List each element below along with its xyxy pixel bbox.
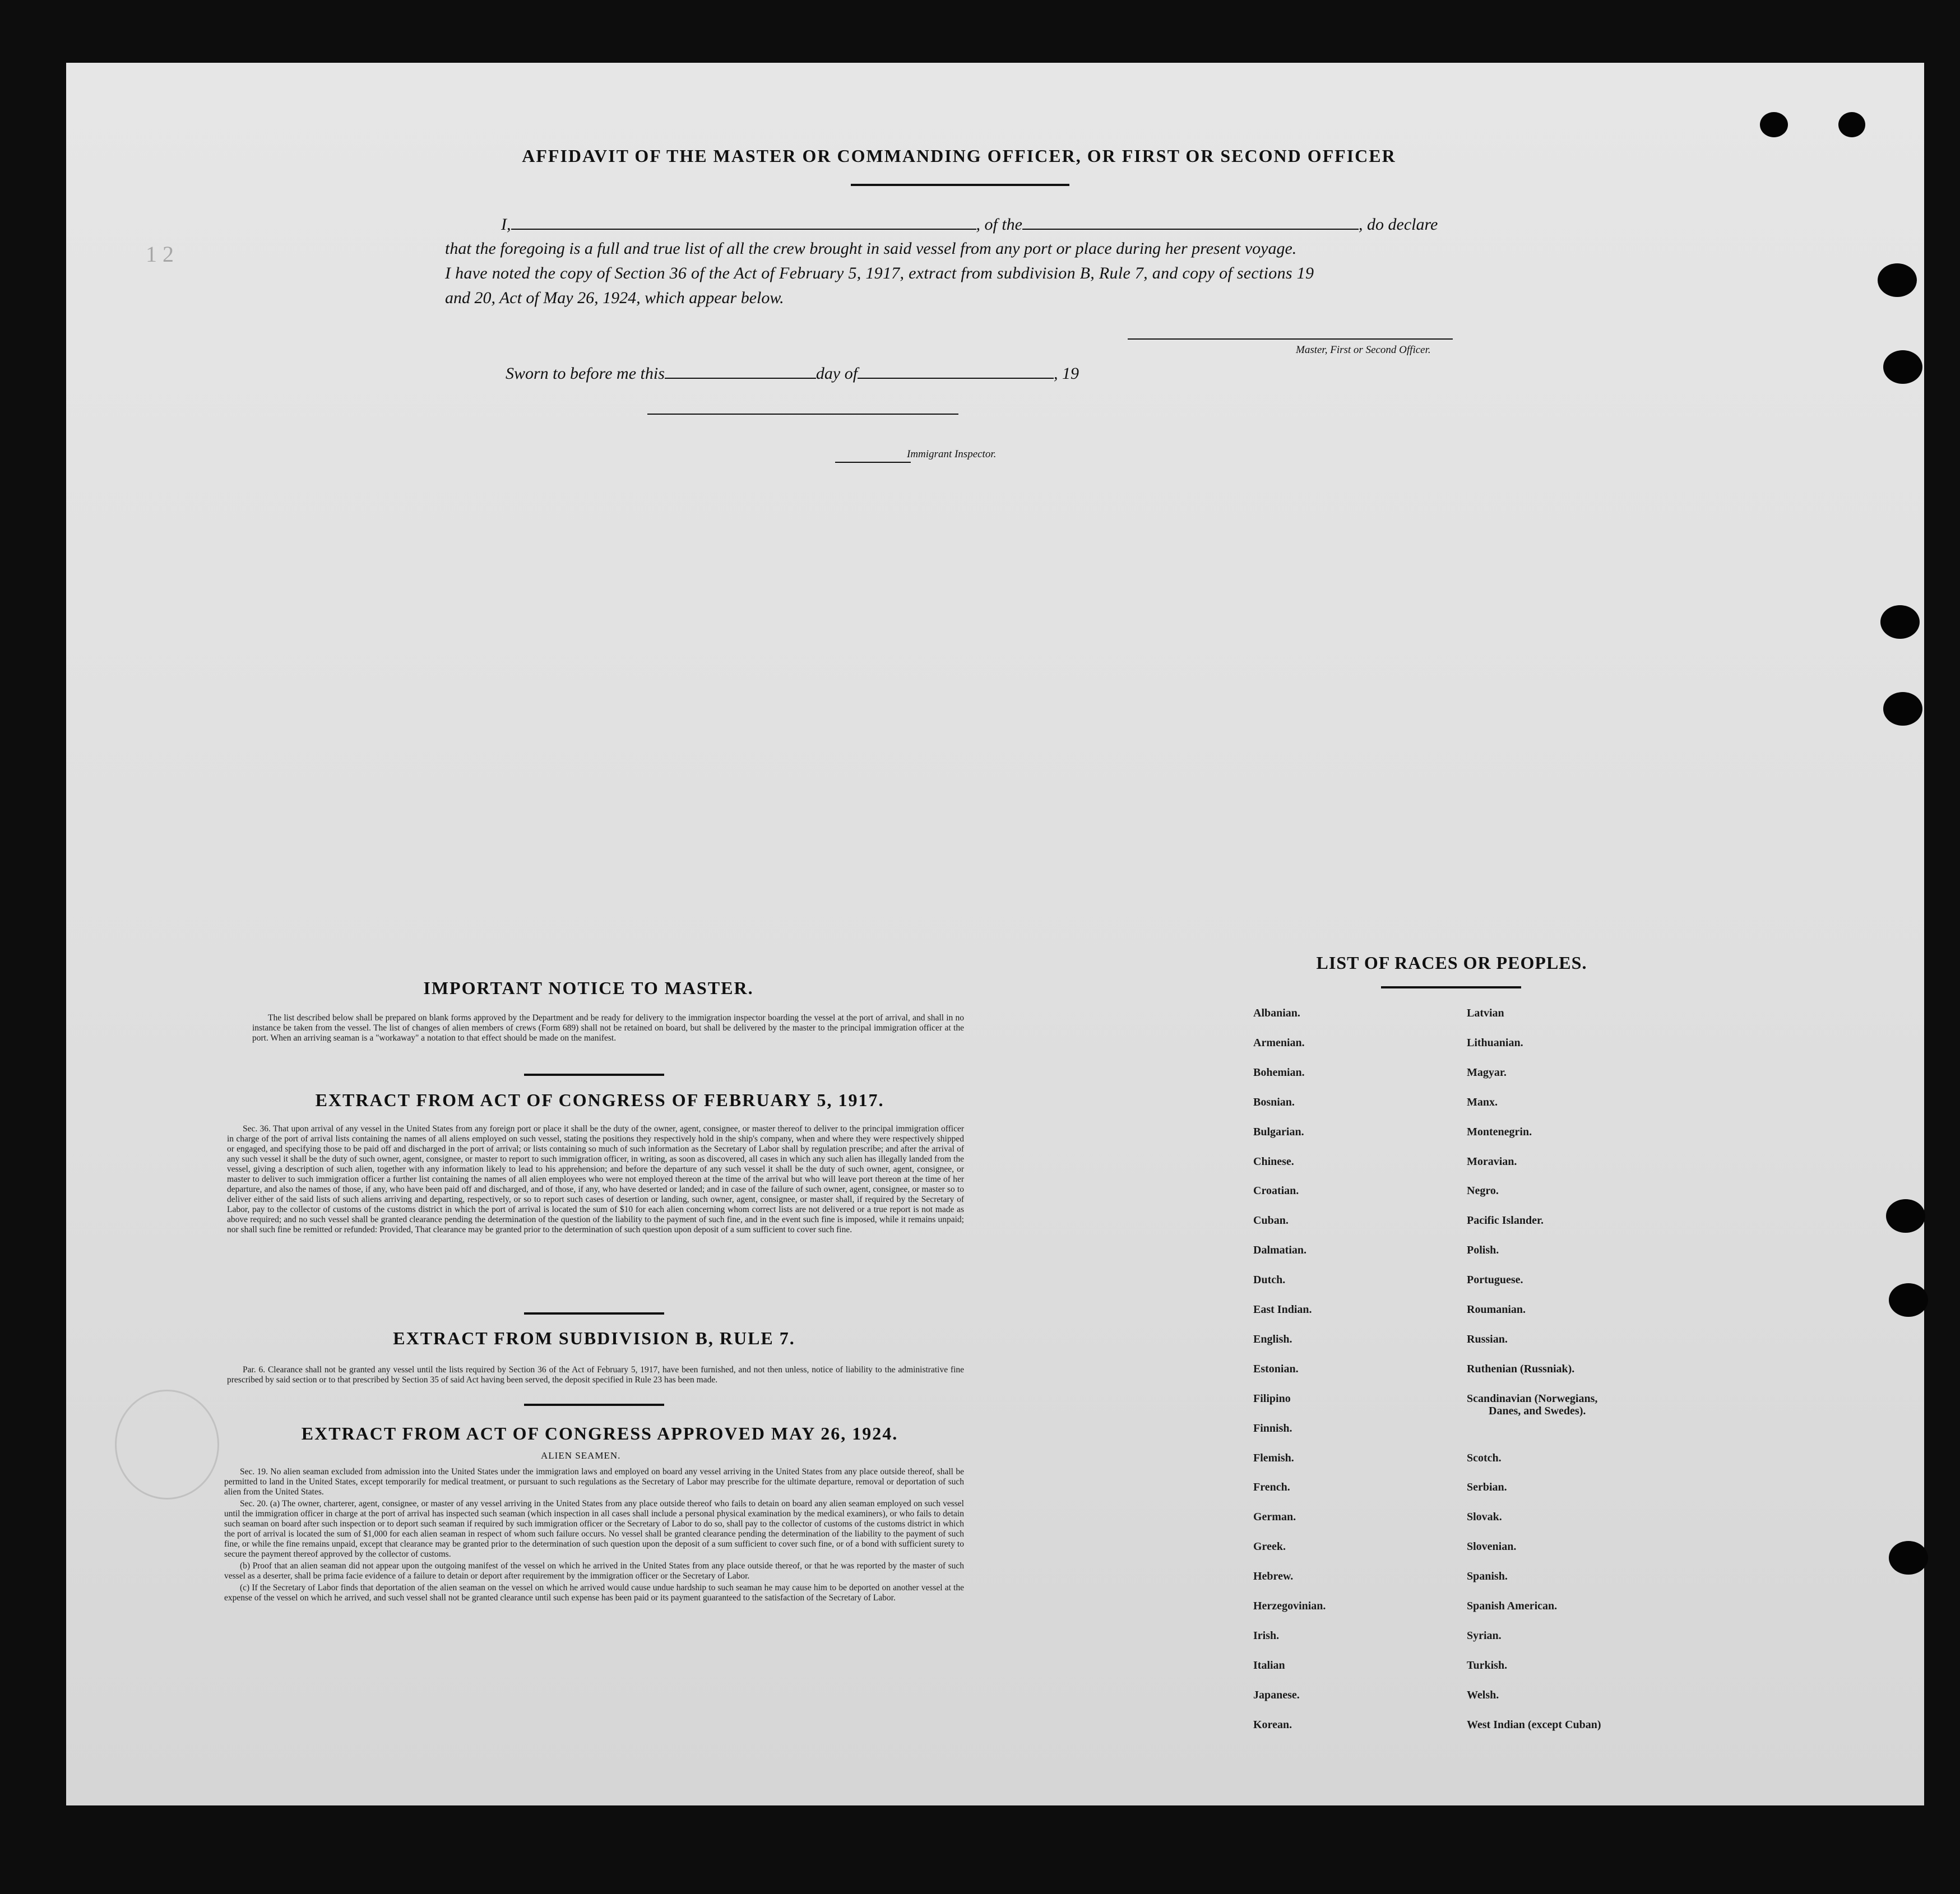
extract-1924-title: EXTRACT FROM ACT OF CONGRESS APPROVED MAY 26, 1924. — [301, 1423, 898, 1443]
divider — [851, 184, 1069, 186]
race-item: Estonian. — [1253, 1363, 1299, 1375]
binder-hole — [1883, 692, 1922, 726]
sec20c-paragraph: (c) If the Secretary of Labor finds that deportation of the alien seaman on the vessel on which he arrived would cause undue hardship to such seaman he may cause him to be deported on another vessel at the expense of the vessel on which he arrived, and such vessel shall not be granted clearance until such expense has been paid or its payment guaranteed to the satisfaction of the Secretary of Labor. — [224, 1583, 964, 1603]
race-item: Serbian. — [1467, 1481, 1507, 1493]
race-item: Flemish. — [1253, 1452, 1294, 1464]
race-item: Spanish. — [1467, 1570, 1508, 1582]
race-item: Syrian. — [1467, 1630, 1502, 1642]
sworn-prefix: Sworn to before me this — [506, 364, 665, 383]
race-item: Cuban. — [1253, 1214, 1289, 1227]
race-item: Lithuanian. — [1467, 1037, 1523, 1049]
binder-hole — [1838, 112, 1865, 137]
declaration-line-4: and 20, Act of May 26, 1924, which appear below. — [445, 289, 784, 307]
extract-1924-body — [224, 1467, 964, 1603]
race-item: Ruthenian (Russniak). — [1467, 1363, 1575, 1375]
race-item: Bohemian. — [1253, 1066, 1305, 1079]
sec20a-paragraph: Sec. 20. (a) The owner, charterer, agent, consignee, or master of any vessel arriving in the United States from any place outside thereof who fails to detain on board any alien seaman employed on such vessel until the immigration officer in charge at the port of arrival has inspected such seaman (which inspection in all cases shall include a personal physical examination by the medical examiners), or who fails to detain such seaman on board after such inspection or to deport such seaman if required by such immigration officer or the Secretary of Labor to do so, shall pay to the collector of customs of the customs district in which the port of arrival is located the sum of $1,000 for each alien seaman in respect of whom such failure occurs. No vessel shall be granted clearance pending the determination of the liability to the payment of such fine, or while the fine remains unpaid, except that clearance may be granted prior to the determination of such question upon the deposit of a sum sufficient to cover such fine, or of a bond with sufficient surety to secure the payment thereof approved by the collector of customs. — [224, 1499, 964, 1559]
divider — [524, 1074, 664, 1076]
sworn-year: , 19 — [1054, 364, 1079, 383]
race-item-continuation: Danes, and Swedes). — [1489, 1405, 1586, 1417]
race-item: Herzegovinian. — [1253, 1600, 1326, 1612]
race-item: Albanian. — [1253, 1007, 1300, 1019]
inspector-signature-line[interactable] — [647, 414, 958, 415]
race-item: Dutch. — [1253, 1274, 1286, 1286]
race-item: French. — [1253, 1481, 1290, 1493]
race-item: Filipino — [1253, 1392, 1291, 1405]
race-item: Portuguese. — [1467, 1274, 1523, 1286]
race-item: Latvian — [1467, 1007, 1504, 1019]
binder-hole — [1878, 263, 1917, 297]
binder-hole — [1880, 605, 1920, 639]
declaration-line-2: that the foregoing is a full and true list of all the crew brought in said vessel from any port or place during her present voyage. — [445, 239, 1297, 258]
notice-body — [252, 1013, 964, 1043]
inspector-signature-line[interactable] — [835, 462, 911, 463]
race-item: Dalmatian. — [1253, 1244, 1306, 1256]
race-item: Scandinavian (Norwegians, — [1467, 1392, 1598, 1405]
race-item: Spanish American. — [1467, 1600, 1558, 1612]
vessel-name-field[interactable] — [1022, 212, 1359, 230]
faint-seal — [115, 1390, 219, 1500]
race-item: West Indian (except Cuban) — [1467, 1719, 1601, 1731]
race-item: Polish. — [1467, 1244, 1499, 1256]
race-item: German. — [1253, 1511, 1296, 1523]
race-item: Bulgarian. — [1253, 1126, 1304, 1138]
race-item: Korean. — [1253, 1719, 1292, 1731]
race-item: Slovenian. — [1467, 1540, 1517, 1553]
sec19-paragraph: Sec. 19. No alien seaman excluded from admission into the United States under the immigration laws and employed on board any vessel arriving in the United States from any place outside thereof, shall be permitted to land in the United States, except temporarily for medical treatment, or pursuant to such regulations as the Secretary of Labor may prescribe for the ultimate departure, removal or deportation of such alien from the United States. — [224, 1467, 964, 1497]
binder-hole — [1883, 350, 1922, 384]
race-item: English. — [1253, 1333, 1292, 1345]
race-item: Montenegrin. — [1467, 1126, 1532, 1138]
signature-line[interactable] — [1128, 338, 1453, 340]
race-item: Japanese. — [1253, 1689, 1300, 1701]
declaration-line-1 — [445, 212, 1482, 237]
race-item: Chinese. — [1253, 1155, 1294, 1168]
extract-rule7-title: EXTRACT FROM SUBDIVISION B, RULE 7. — [393, 1328, 795, 1348]
binder-hole — [1886, 1199, 1925, 1233]
race-item: Croatian. — [1253, 1185, 1299, 1197]
binder-hole — [1760, 112, 1788, 137]
race-item: Hebrew. — [1253, 1570, 1294, 1582]
declaration-do-declare: , do declare — [1359, 215, 1438, 234]
race-item: Pacific Islander. — [1467, 1214, 1544, 1227]
divider — [524, 1404, 664, 1406]
extract-rule7-paragraph: Par. 6. Clearance shall not be granted any vessel until the lists required by Section 36 of the Act of February 5, 1917, have been furnished, and not then unless, notice of liability to the administrative fine prescribed by said section or to that prescribed by Section 35 of said Act having been served, the deposit specified in Rule 23 has been made. — [227, 1365, 964, 1385]
sworn-day-field[interactable] — [665, 361, 816, 379]
divider — [524, 1312, 664, 1315]
binder-hole — [1889, 1541, 1928, 1575]
race-item: Armenian. — [1253, 1037, 1305, 1049]
affidavit-title: AFFIDAVIT OF THE MASTER OR COMMANDING OFFICER, OR FIRST OR SECOND OFFICER — [522, 146, 1396, 166]
race-item: Turkish. — [1467, 1659, 1508, 1672]
race-item: East Indian. — [1253, 1303, 1312, 1316]
race-item: Irish. — [1253, 1630, 1280, 1642]
race-item: Moravian. — [1467, 1155, 1517, 1168]
notice-title: IMPORTANT NOTICE TO MASTER. — [423, 978, 754, 998]
extract-1917-paragraph: Sec. 36. That upon arrival of any vessel in the United States from any foreign port or place it shall be the duty of the owner, agent, consignee, or master thereof to deliver to the principal immigration officer in charge of the port of arrival lists containing the names of all aliens employed on such vessel, stating the positions they respectively hold in the ship's company, when and where they were respectively shipped or engaged, and specifying those to be paid off and discharged in the port of arrival; or lists containing so much of such information as the Secretary of Labor shall by regulation prescribe; and after the arrival of any such vessel it shall be the duty of such owner, agent, consignee, or master to report to such immigration officer, in writing, as soon as discovered, all cases in which any such alien has illegally landed from the vessel, giving a description of such alien, together with any information likely to lead to his apprehension; and before the departure of any such vessel it shall be the duty of such owner, agent, consignee, or master to deliver to such immigration officer a further list containing the names of all alien employees who were not employed thereon at the time of the arrival but who will leave port thereon at the time of her departure, and also the names of those, if any, who have been paid off and discharged, and of those, if any, who have deserted or landed; and in case of the failure of such owner, agent, consignee, or master so to deliver either of the said lists of such aliens arriving and departing, respectively, or so to report such cases of desertion or landing, such owner, agent, consignee, or master shall, if required by the Secretary of Labor, pay to the collector of customs of the customs district in which the port of arrival is located the sum of $10 for each alien concerning whom correct lists are not delivered or a true report is not made as above required; and no such vessel shall be granted clearance pending the determination of the question of the liability to the payment of such fine, and in the event such fine is imposed, while it remains unpaid; nor shall such fine be remitted or refunded: Provided, That clearance may be granted prior to the determination of such question upon deposit of a sum sufficient to cover such fine. — [227, 1124, 964, 1234]
bleed-through-mark: 1 2 — [146, 242, 174, 267]
sec20b-paragraph: (b) Proof that an alien seaman did not appear upon the outgoing manifest of the vessel on which he arrived in the United States from any place outside thereof, or that he was reported by the master of such vessel as a deserter, shall be prima facie evidence of a failure to detain or deport after requirement by the immigration officer or the Secretary of Labor. — [224, 1561, 964, 1581]
extract-rule7-body — [227, 1365, 964, 1385]
inspector-caption: Immigrant Inspector. — [907, 448, 997, 460]
race-item: Roumanian. — [1467, 1303, 1526, 1316]
sworn-line — [506, 361, 1542, 386]
extract-1917-title: EXTRACT FROM ACT OF CONGRESS OF FEBRUARY 5, 1917. — [315, 1090, 884, 1110]
race-item: Welsh. — [1467, 1689, 1499, 1701]
extract-1917-body — [227, 1124, 964, 1235]
race-item: Scotch. — [1467, 1452, 1502, 1464]
notice-paragraph: The list described below shall be prepared on blank forms approved by the Department and be ready for delivery to the immigration inspector boarding the vessel at the port of arrival, and shall in no instance be taken from the vessel. The list of changes of alien members of crews (Form 689) shall not be retained on board, but shall be delivered by the master to the principal immigration officer at the port. When an arriving seaman is a "workaway" a notation to that effect should be made on the manifest. — [252, 1013, 964, 1043]
sworn-day-of: day of — [815, 364, 858, 383]
race-item: Greek. — [1253, 1540, 1286, 1553]
race-item: Bosnian. — [1253, 1096, 1295, 1108]
declaration-i: I, — [501, 215, 511, 234]
binder-hole — [1889, 1283, 1928, 1317]
signature-caption: Master, First or Second Officer. — [1296, 344, 1431, 356]
race-item: Italian — [1253, 1659, 1285, 1672]
extract-1924-subtitle: ALIEN SEAMEN. — [541, 1450, 621, 1461]
race-item: Negro. — [1467, 1185, 1499, 1197]
declaration-line-3: I have noted the copy of Section 36 of the Act of February 5, 1917, extract from subdivision B, Rule 7, and copy of sections 19 — [445, 264, 1314, 282]
race-item: Slovak. — [1467, 1511, 1502, 1523]
race-item: Finnish. — [1253, 1422, 1292, 1435]
officer-name-field[interactable] — [511, 212, 976, 230]
race-item: Manx. — [1467, 1096, 1498, 1108]
declaration-of-the: , of the — [976, 215, 1022, 234]
sworn-month-field[interactable] — [858, 361, 1054, 379]
race-item: Russian. — [1467, 1333, 1508, 1345]
races-title: LIST OF RACES OR PEOPLES. — [1316, 953, 1587, 973]
divider — [1381, 986, 1521, 988]
race-item: Magyar. — [1467, 1066, 1507, 1079]
